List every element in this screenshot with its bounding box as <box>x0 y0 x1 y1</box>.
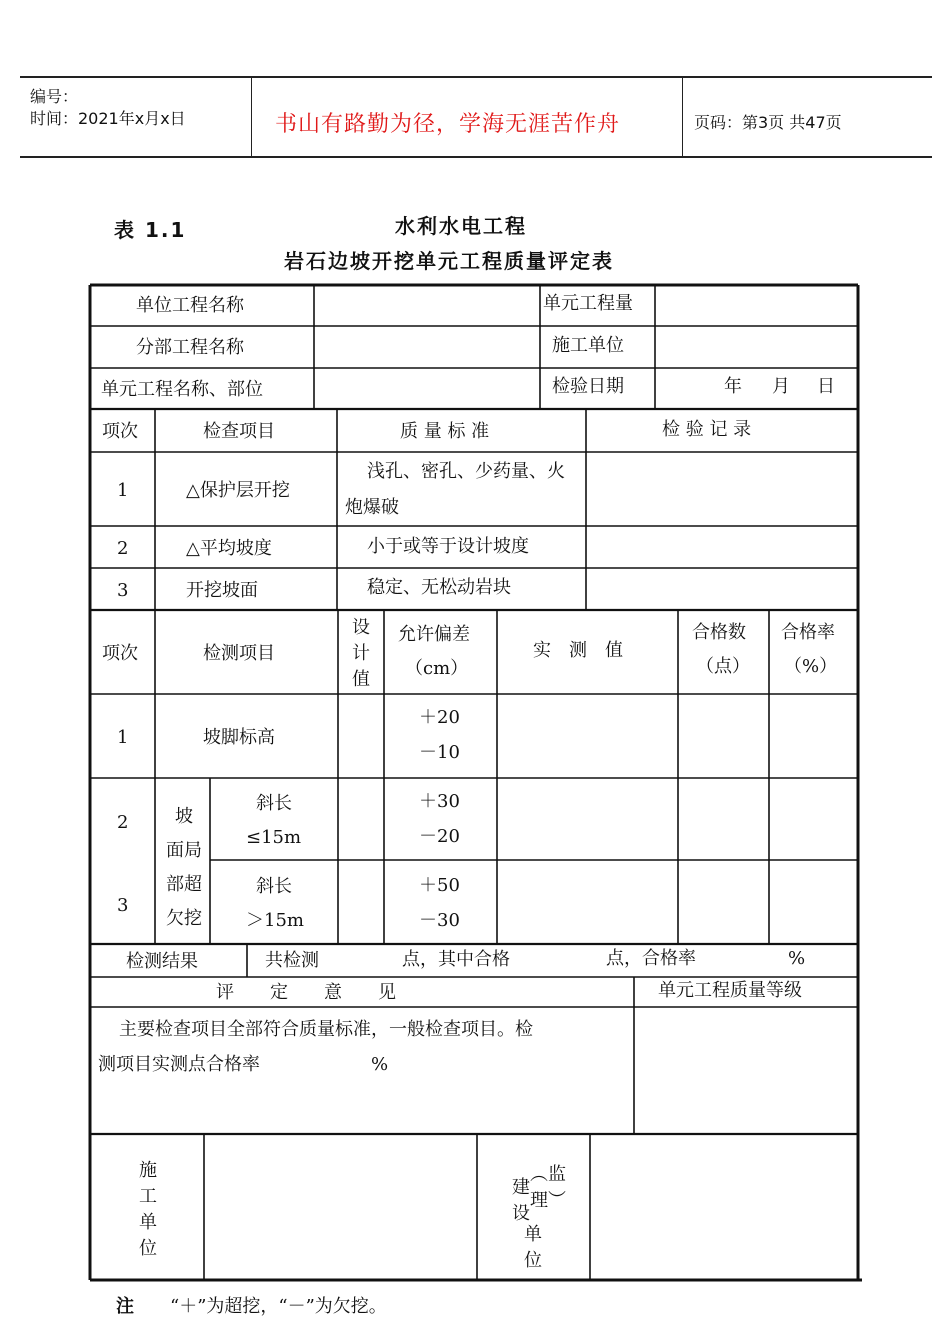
opinion-text-line1: 主要检查项目全部符合质量标准，一般检查项目。检 <box>119 1019 533 1040</box>
measure-row-3-item-a: 斜长 <box>256 876 292 897</box>
design-value-char-3: 值 <box>352 669 370 690</box>
pass-count-unit-header: （点） <box>696 656 750 677</box>
sub-project-name-label: 分部工程名称 <box>136 337 244 358</box>
construction-sign-char-2: 工 <box>139 1186 157 1207</box>
measure-row-3-tol-minus: －30 <box>419 910 460 931</box>
pass-count-header: 合格数 <box>692 622 746 643</box>
check-row-1-standard-line1: 浅孔、密孔、少药量、火 <box>367 461 565 482</box>
supervision-sign-char-4: 理︶ <box>530 1190 566 1211</box>
check-item-header: 检查项目 <box>203 421 275 442</box>
slope-label-line1: 坡 <box>175 806 193 827</box>
tolerance-unit-header: （cm） <box>405 658 469 679</box>
opinion-header: 评 定 意 见 <box>216 982 396 1003</box>
note-text: “＋”为超挖，“－”为欠挖。 <box>170 1296 387 1317</box>
opinion-percent-sign: % <box>371 1054 389 1075</box>
check-row-3-standard: 稳定、无松动岩块 <box>367 577 511 598</box>
construction-sign-char-4: 位 <box>139 1238 157 1259</box>
supervision-sign-char-2: 设 <box>512 1203 530 1224</box>
pass-rate-header: 合格率 <box>781 622 835 643</box>
supervision-sign-char-6: 位 <box>524 1250 542 1271</box>
construction-unit-signature-label <box>130 1158 166 1262</box>
measure-row-2-tol-minus: －20 <box>419 826 460 847</box>
form-title-line2: 岩石边坡开挖单元工程质量评定表 <box>284 249 614 273</box>
inspection-result-label: 检测结果 <box>126 951 198 972</box>
element-project-name-label: 单元工程名称、部位 <box>101 379 263 400</box>
result-pass-text: 点，其中合格 <box>402 949 510 970</box>
measure-row-2-no: 2 <box>117 812 129 833</box>
page-number-label: 页码：第3页 共47页 <box>694 113 842 132</box>
measure-row-1-tol-minus: －10 <box>419 742 460 763</box>
date-day-label: 日 <box>817 376 835 397</box>
measure-item-no-header: 项次 <box>102 643 138 664</box>
check-row-2-item: △平均坡度 <box>186 538 272 559</box>
tolerance-header: 允许偏差 <box>398 624 470 645</box>
measure-item-header: 检测项目 <box>203 643 275 664</box>
quality-grade-header: 单元工程质量等级 <box>658 980 802 1001</box>
supervision-sign-char-5: 单 <box>524 1224 542 1245</box>
document-time-label: 时间：2021年x月x日 <box>30 109 186 128</box>
pass-rate-unit-header: （%） <box>784 656 838 677</box>
date-year-label: 年 <box>724 376 742 397</box>
slope-local-over-under-label <box>160 800 208 936</box>
measure-row-3-tol-plus: ＋50 <box>419 875 460 896</box>
result-total-text: 共检测 <box>265 950 319 971</box>
inspection-date-label: 检验日期 <box>552 376 624 397</box>
measure-row-1-tol-plus: ＋20 <box>419 707 460 728</box>
unit-project-name-label: 单位工程名称 <box>136 295 244 316</box>
table-number: 表 1.1 <box>114 218 187 242</box>
measure-row-1-item: 坡脚标高 <box>203 727 275 748</box>
unit-quantity-label: 单元工程量 <box>543 293 633 314</box>
measure-row-3-no: 3 <box>117 895 129 916</box>
construction-unit-label: 施工单位 <box>552 335 624 356</box>
check-row-1-item: △保护层开挖 <box>186 480 290 501</box>
form-title-line1: 水利水电工程 <box>395 214 527 238</box>
document-number-label: 编号： <box>30 87 79 106</box>
check-row-2-no: 2 <box>117 538 129 559</box>
design-value-char-2: 计 <box>352 643 370 664</box>
measured-value-header: 实 测 值 <box>533 640 623 661</box>
design-value-char-1: 设 <box>352 617 370 638</box>
slope-label-line3: 部超 <box>166 874 202 895</box>
header-motto: 书山有路勤为径，学海无涯苦作舟 <box>275 112 621 137</box>
check-row-1-no: 1 <box>117 480 129 501</box>
measure-row-3-item-b: ＞15m <box>246 910 304 931</box>
measure-row-1-no: 1 <box>117 727 129 748</box>
measure-row-2-item-b: ≤15m <box>246 827 302 848</box>
supervision-sign-char-1: 建 <box>512 1177 530 1198</box>
note-label: 注 <box>116 1296 134 1317</box>
supervision-sign-char-3: ︵监 <box>530 1164 566 1185</box>
opinion-text-line2: 测项目实测点合格率 <box>98 1054 260 1075</box>
inspection-record-header: 检 验 记 录 <box>662 419 752 440</box>
result-percent-sign: % <box>788 948 806 969</box>
check-item-no-header: 项次 <box>102 421 138 442</box>
result-rate-text: 点，合格率 <box>606 948 696 969</box>
date-month-label: 月 <box>772 376 790 397</box>
slope-label-line2: 面局 <box>166 840 202 861</box>
quality-standard-header: 质 量 标 准 <box>400 421 490 442</box>
construction-sign-char-1: 施 <box>139 1160 157 1181</box>
supervision-unit-signature-tail <box>518 1222 548 1274</box>
supervision-unit-signature-col2 <box>530 1162 566 1214</box>
check-row-1-standard-line2: 炮爆破 <box>345 497 399 518</box>
measure-row-2-tol-plus: ＋30 <box>419 791 460 812</box>
slope-label-line4: 欠挖 <box>166 908 202 929</box>
check-row-3-item: 开挖坡面 <box>186 580 258 601</box>
construction-sign-char-3: 单 <box>139 1212 157 1233</box>
check-row-2-standard: 小于或等于设计坡度 <box>367 536 529 557</box>
measure-row-2-item-a: 斜长 <box>256 793 292 814</box>
design-value-header <box>345 615 377 693</box>
check-row-3-no: 3 <box>117 580 129 601</box>
